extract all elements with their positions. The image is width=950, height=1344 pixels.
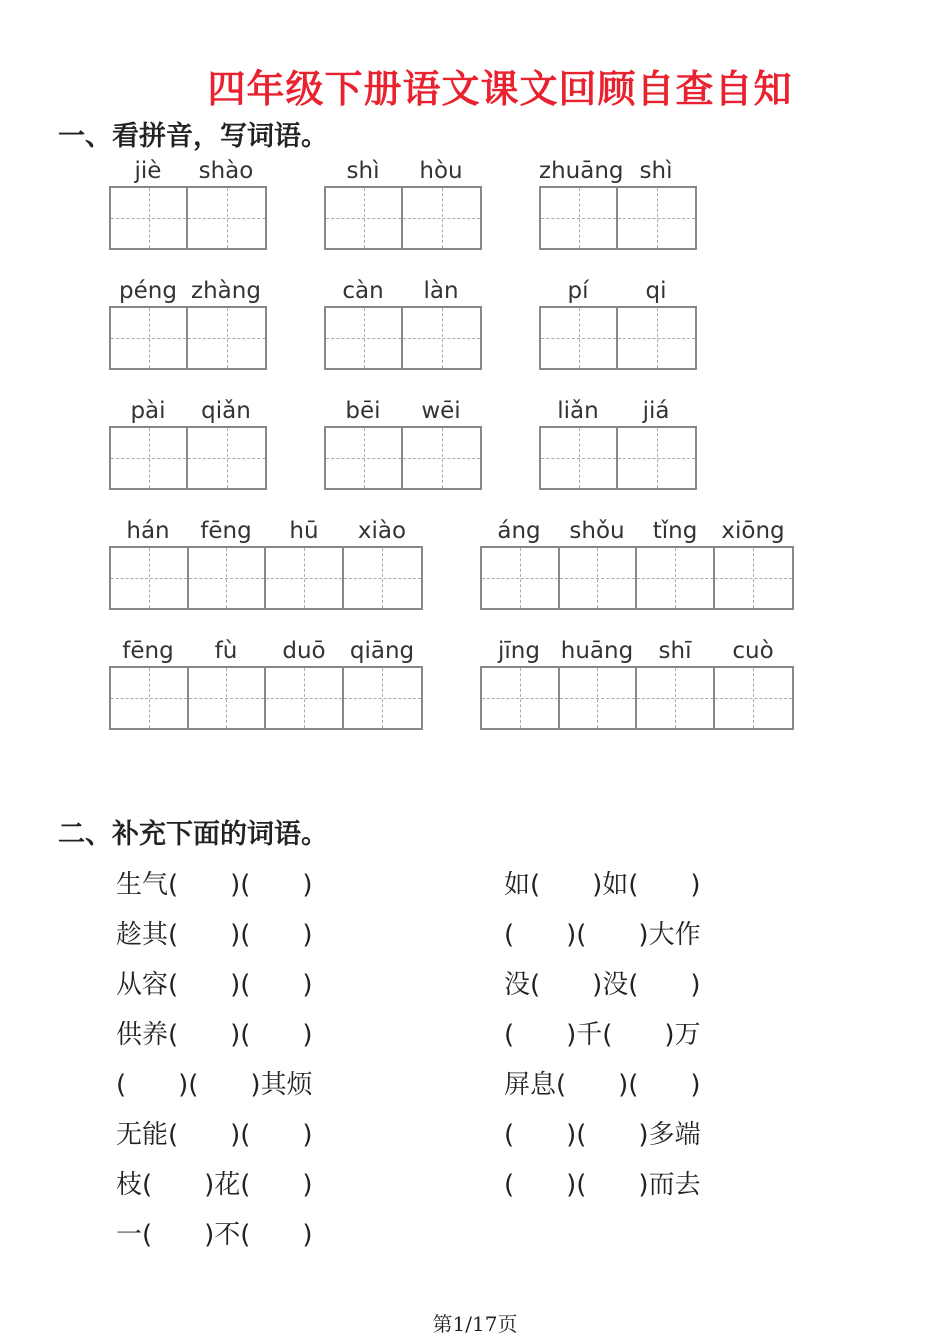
pinyin-label: qiāng bbox=[349, 638, 415, 664]
pinyin-label: shī bbox=[658, 638, 692, 664]
writing-grid[interactable] bbox=[480, 666, 794, 730]
pinyin-label: áng bbox=[497, 518, 541, 544]
writing-grid[interactable] bbox=[324, 426, 482, 490]
writing-grid[interactable] bbox=[539, 186, 697, 250]
pinyin-label: càn bbox=[342, 278, 384, 304]
pinyin-label: péng bbox=[119, 278, 177, 304]
idiom-fill-item[interactable]: 没( )没( ) bbox=[504, 970, 701, 1000]
writing-grid[interactable] bbox=[539, 306, 697, 370]
pinyin-label: duō bbox=[282, 638, 326, 664]
pinyin-label: fù bbox=[214, 638, 238, 664]
writing-grid[interactable] bbox=[109, 666, 423, 730]
pinyin-label: hòu bbox=[419, 158, 463, 184]
pinyin-label: shì bbox=[639, 158, 673, 184]
pinyin-label: qi bbox=[645, 278, 667, 304]
pinyin-label: huāng bbox=[560, 638, 634, 664]
page-title: 四年级下册语文课文回顾自查自知 bbox=[207, 67, 793, 111]
idiom-fill-item[interactable]: 如( )如( ) bbox=[504, 870, 701, 900]
pinyin-label: fēng bbox=[200, 518, 252, 544]
pinyin-label: shì bbox=[346, 158, 380, 184]
pinyin-label: fēng bbox=[122, 638, 174, 664]
idiom-fill-item[interactable]: 供养( )( ) bbox=[116, 1020, 313, 1050]
idiom-fill-item[interactable]: ( )( )多端 bbox=[504, 1120, 701, 1150]
pinyin-label: shào bbox=[198, 158, 254, 184]
writing-grid[interactable] bbox=[480, 546, 794, 610]
idiom-fill-item[interactable]: 枝( )花( ) bbox=[116, 1170, 313, 1200]
pinyin-label: jiá bbox=[642, 398, 670, 424]
pinyin-label: hū bbox=[289, 518, 319, 544]
pinyin-label: zhuāng bbox=[539, 158, 624, 184]
pinyin-label: hán bbox=[126, 518, 170, 544]
pinyin-label: jiè bbox=[134, 158, 162, 184]
pinyin-label: pài bbox=[130, 398, 166, 424]
writing-grid[interactable] bbox=[324, 306, 482, 370]
writing-grid[interactable] bbox=[109, 546, 423, 610]
idiom-fill-item[interactable]: ( )( )大作 bbox=[504, 920, 701, 950]
writing-grid[interactable] bbox=[324, 186, 482, 250]
pinyin-label: bēi bbox=[345, 398, 381, 424]
idiom-fill-item[interactable]: 从容( )( ) bbox=[116, 970, 313, 1000]
pinyin-label: cuò bbox=[732, 638, 774, 664]
idiom-fill-item[interactable]: 一( )不( ) bbox=[116, 1220, 313, 1250]
idiom-fill-item[interactable]: ( )( )而去 bbox=[504, 1170, 701, 1200]
page-number: 第1/17页 bbox=[432, 1312, 518, 1336]
section-1-heading: 一、看拼音，写词语。 bbox=[58, 121, 328, 152]
pinyin-label: zhàng bbox=[191, 278, 261, 304]
pinyin-label: tǐng bbox=[652, 518, 698, 544]
pinyin-label: xiào bbox=[357, 518, 407, 544]
pinyin-label: jīng bbox=[498, 638, 540, 664]
idiom-fill-item[interactable]: 趁其( )( ) bbox=[116, 920, 313, 950]
writing-grid[interactable] bbox=[109, 306, 267, 370]
writing-grid[interactable] bbox=[539, 426, 697, 490]
pinyin-label: làn bbox=[423, 278, 459, 304]
idiom-fill-item[interactable]: ( )( )其烦 bbox=[116, 1070, 313, 1100]
pinyin-label: pí bbox=[567, 278, 589, 304]
pinyin-label: qiǎn bbox=[201, 398, 251, 424]
pinyin-label: wēi bbox=[421, 398, 461, 424]
pinyin-label: liǎn bbox=[557, 398, 599, 424]
pinyin-label: xiōng bbox=[721, 518, 785, 544]
idiom-fill-item[interactable]: ( )千( )万 bbox=[504, 1020, 701, 1050]
section-2-heading: 二、补充下面的词语。 bbox=[58, 819, 328, 850]
idiom-fill-item[interactable]: 无能( )( ) bbox=[116, 1120, 313, 1150]
pinyin-label: shǒu bbox=[569, 518, 625, 544]
writing-grid[interactable] bbox=[109, 186, 267, 250]
idiom-fill-item[interactable]: 屏息( )( ) bbox=[504, 1070, 701, 1100]
idiom-fill-item[interactable]: 生气( )( ) bbox=[116, 870, 313, 900]
writing-grid[interactable] bbox=[109, 426, 267, 490]
